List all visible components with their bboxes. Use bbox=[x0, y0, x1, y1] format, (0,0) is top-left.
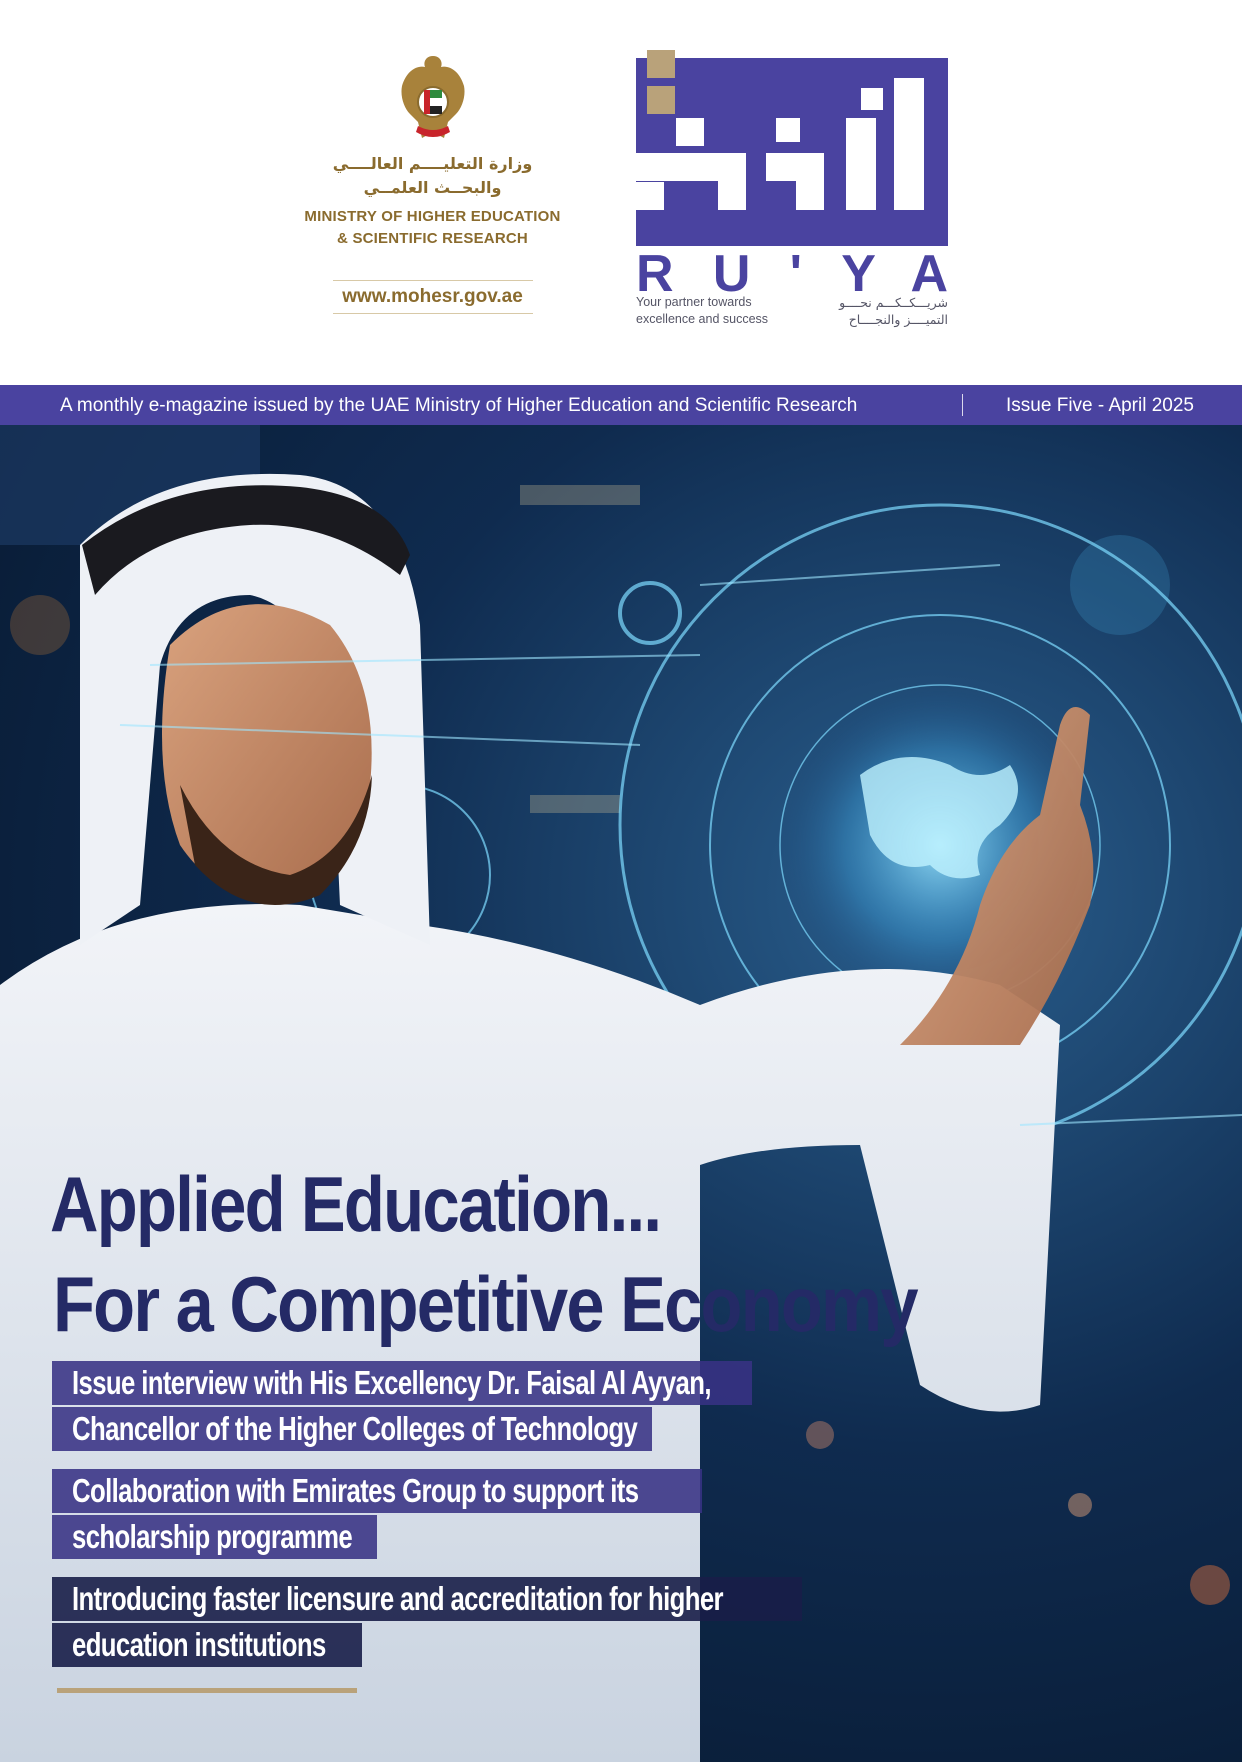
highlight-1-line-2: Chancellor of the Higher Colleges of Technology bbox=[52, 1407, 652, 1451]
highlight-2-line-2: scholarship programme bbox=[52, 1515, 377, 1559]
cover-headline-line-1: Applied Education... bbox=[50, 1160, 661, 1248]
ministry-url-link[interactable]: www.mohesr.gov.ae bbox=[342, 286, 523, 307]
highlight-3-line-1: Introducing faster licensure and accreditation for higher bbox=[52, 1577, 802, 1621]
ruya-tagline-arabic-1: شريـــكــكـــم نحــــو bbox=[839, 295, 948, 310]
magazine-description: A monthly e-magazine issued by the UAE Ministry of Higher Education and Scientific Research bbox=[60, 395, 858, 416]
gold-divider bbox=[57, 1688, 357, 1693]
highlight-2-line-1: Collaboration with Emirates Group to support its bbox=[52, 1469, 702, 1513]
issue-banner bbox=[0, 385, 1242, 425]
banner-divider bbox=[962, 394, 963, 416]
highlight-1-line-1: Issue interview with His Excellency Dr. Faisal Al Ayyan, bbox=[52, 1361, 752, 1405]
ruya-tagline-arabic bbox=[798, 294, 948, 328]
svg-text:RU'YA: RU'YA bbox=[636, 245, 948, 301]
ministry-name-arabic-1: وزارة التعليــــم العالــــي bbox=[332, 154, 533, 173]
cover-hero bbox=[0, 425, 1242, 1762]
cover-photo-illustration bbox=[0, 425, 1242, 1762]
ruya-tagline-arabic-2: التميــــز والنجــــاح bbox=[848, 312, 948, 327]
highlight-3-line-2: education institutions bbox=[52, 1623, 362, 1667]
ruya-arabic-calligraphy-logo bbox=[636, 58, 948, 246]
ministry-name-arabic-2: والبحــث العلمــي bbox=[363, 178, 502, 197]
ruya-tagline-english bbox=[636, 294, 806, 328]
ruya-tagline-english-1: Your partner towards bbox=[636, 295, 752, 309]
uae-emblem-icon bbox=[396, 52, 470, 144]
ministry-url-frame bbox=[333, 280, 533, 314]
cover-headline-line-2: For a Competitive Economy bbox=[53, 1260, 917, 1348]
issue-label: Issue Five - April 2025 bbox=[1006, 395, 1194, 416]
ruya-wordmark-logo bbox=[636, 241, 948, 301]
ministry-logo-block bbox=[290, 52, 575, 314]
ministry-name-english-1: MINISTRY OF HIGHER EDUCATION bbox=[304, 208, 561, 225]
masthead bbox=[0, 0, 1242, 385]
ruya-tagline-english-2: excellence and success bbox=[636, 312, 769, 326]
ministry-name-english-2: & SCIENTIFIC RESEARCH bbox=[337, 230, 528, 247]
